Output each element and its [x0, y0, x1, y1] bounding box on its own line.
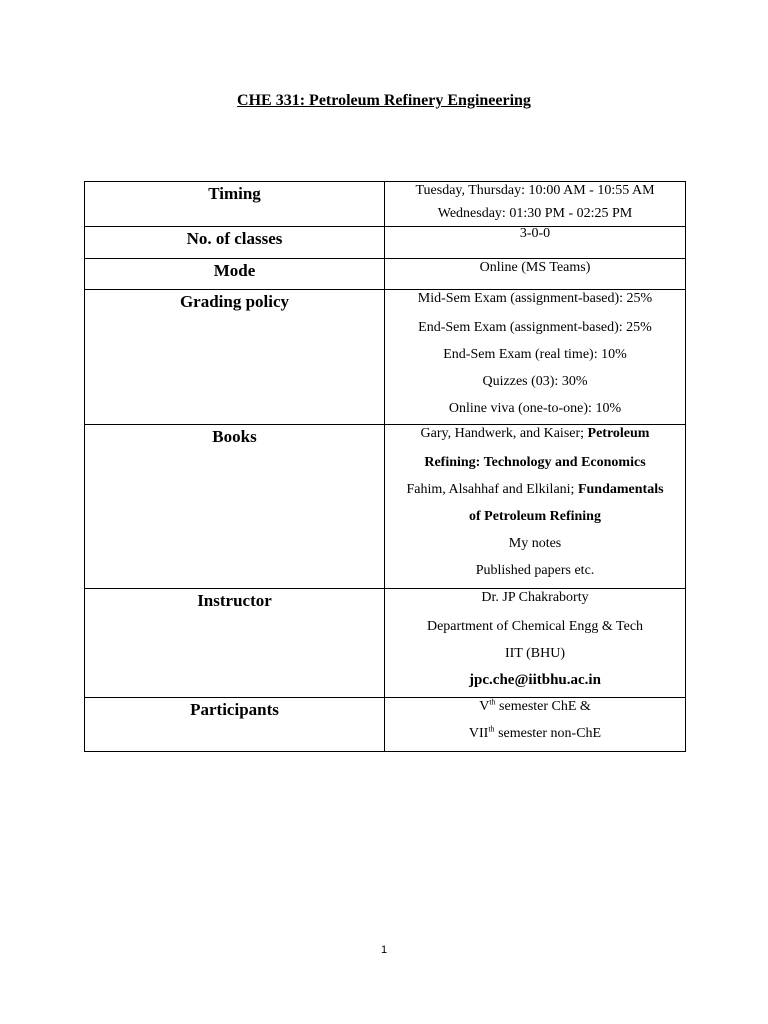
participants-line1-prefix: V: [479, 699, 490, 714]
instructor-department: Department of Chemical Engg & Tech: [426, 619, 644, 634]
book1-title-part1: Petroleum: [587, 426, 650, 441]
books-extra-1: My notes: [508, 536, 562, 551]
value-cell-mode: [385, 259, 686, 290]
grading-line-4: Quizzes (03): 30%: [482, 374, 588, 389]
table-row-instructor: [85, 589, 686, 698]
timing-label: Timing: [208, 184, 261, 203]
instructor-name: Dr. JP Chakraborty: [481, 590, 589, 605]
book2-line-1: [385, 476, 685, 503]
table-row-classes: [85, 227, 686, 259]
participants-line-2: [385, 720, 685, 751]
value-cell-timing: [385, 182, 686, 227]
classes-value: 3-0-0: [519, 226, 551, 241]
book1-authors: Gary, Handwerk, and Kaiser;: [420, 426, 588, 441]
label-cell-instructor: [85, 589, 385, 698]
classes-label: No. of classes: [186, 229, 283, 248]
grading-label: Grading policy: [179, 292, 290, 311]
table-row-participants: [85, 698, 686, 752]
participants-line2-sup: th: [488, 724, 495, 734]
book2-authors: Fahim, Alsahhaf and Elkilani;: [406, 482, 578, 497]
table-row-books: [85, 425, 686, 589]
books-label: Books: [212, 427, 257, 446]
page-number: 1: [380, 944, 388, 956]
label-cell-timing: [85, 182, 385, 227]
participants-line-1: [385, 698, 685, 720]
table-row-timing: [85, 182, 686, 227]
timing-line-1: Tuesday, Thursday: 10:00 AM - 10:55 AM: [415, 183, 655, 198]
label-cell-mode: [85, 259, 385, 290]
participants-line2-prefix: VII: [468, 726, 489, 741]
book2-title-part1: Fundamentals: [577, 482, 664, 497]
mode-label: Mode: [213, 261, 256, 280]
table-row-grading: [85, 290, 686, 425]
label-cell-books: [85, 425, 385, 589]
value-cell-participants: [385, 698, 686, 752]
grading-line-1: Mid-Sem Exam (assignment-based): 25%: [417, 291, 653, 306]
grading-line-5: Online viva (one-to-one): 10%: [448, 401, 622, 416]
table-row-mode: [85, 259, 686, 290]
value-cell-instructor: [385, 589, 686, 698]
participants-line1-suffix: semester ChE &: [495, 699, 591, 714]
course-info-table: [84, 181, 686, 752]
instructor-email: jpc.che@iitbhu.ac.in: [469, 672, 601, 688]
participants-line2-suffix: semester non-ChE: [494, 726, 602, 741]
value-cell-classes: [385, 227, 686, 259]
books-extra-2: Published papers etc.: [475, 563, 595, 578]
book1-line-1: [385, 425, 685, 449]
label-cell-classes: [85, 227, 385, 259]
grading-line-2: End-Sem Exam (assignment-based): 25%: [418, 320, 652, 335]
value-cell-books: [385, 425, 686, 589]
instructor-institute: IIT (BHU): [504, 646, 565, 661]
book2-title-part2: of Petroleum Refining: [469, 509, 601, 524]
instructor-label: Instructor: [197, 591, 272, 610]
value-cell-grading: [385, 290, 686, 425]
timing-line-2: Wednesday: 01:30 PM - 02:25 PM: [437, 206, 633, 221]
label-cell-grading: [85, 290, 385, 425]
book1-line-2: [385, 449, 685, 476]
grading-line-3: End-Sem Exam (real time): 10%: [443, 347, 627, 362]
label-cell-participants: [85, 698, 385, 752]
document-title: CHE 331: Petroleum Refinery Engineering: [237, 92, 531, 109]
book2-line-2: [385, 503, 685, 530]
participants-label: Participants: [190, 700, 279, 719]
mode-value: Online (MS Teams): [479, 260, 591, 275]
book1-title-part2: Refining: Technology and Economics: [424, 455, 646, 470]
participants-line1-sup: th: [489, 697, 496, 707]
